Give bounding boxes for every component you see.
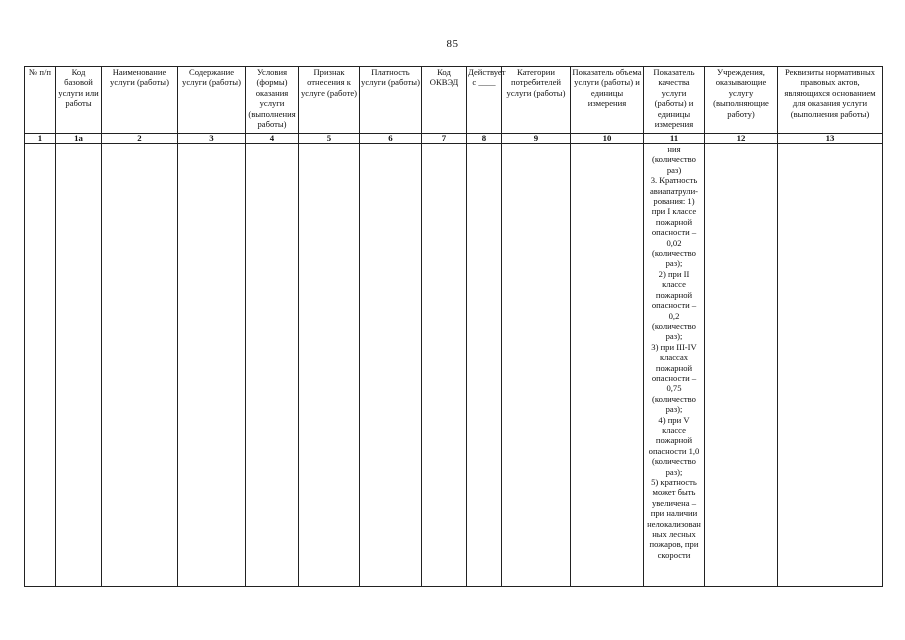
quality-indicator-line: скорости <box>657 549 691 560</box>
col-num: 9 <box>502 134 571 144</box>
table-cell <box>56 144 102 587</box>
table-cell <box>178 144 246 587</box>
col-head-quality-indicator: Показатель качества услуги (работы) и единицы измерения <box>644 67 705 134</box>
quality-indicator-line: пожарной <box>655 289 693 300</box>
col-head-institutions: Учреждения, оказывающие услугу (выполняющие работу) <box>705 67 778 134</box>
quality-indicator-line: пожаров, при <box>649 539 699 550</box>
col-num: 2 <box>102 134 178 144</box>
col-num: 13 <box>778 134 883 144</box>
quality-indicator-line: (количество <box>652 320 696 331</box>
col-head-consumers: Категории потребителей услуги (работы) <box>502 67 571 134</box>
col-head-valid-from: Действует с ____ <box>467 67 502 134</box>
table-cell <box>25 144 56 587</box>
quality-indicator-line: 3) при III-IV <box>651 341 697 352</box>
quality-indicator-line: (количество <box>652 248 696 259</box>
quality-indicator-line: раз); <box>665 466 683 477</box>
col-num: 6 <box>360 134 422 144</box>
column-number-row <box>25 134 883 144</box>
table-cell <box>778 144 883 587</box>
quality-indicator-line: опасности 1,0 <box>648 445 700 456</box>
quality-indicator-line: классах <box>659 352 689 363</box>
quality-indicator-line: авиапатрули- <box>649 185 699 196</box>
col-head-service-content: Содержание услуги (работы) <box>178 67 246 134</box>
col-head-attribute: Признак отнесения к услуге (работе) <box>299 67 360 134</box>
quality-indicator-line: раз) <box>666 164 682 175</box>
quality-indicator-line: раз); <box>665 331 683 342</box>
quality-indicator-line: 0,2 <box>668 310 680 321</box>
table-cell <box>705 144 778 587</box>
table-cell <box>502 144 571 587</box>
col-num: 12 <box>705 134 778 144</box>
quality-indicator-line: 4) при V <box>658 414 690 425</box>
quality-indicator-line: опасности – <box>651 372 697 383</box>
quality-indicator-line: опасности – <box>651 300 697 311</box>
col-num: 5 <box>299 134 360 144</box>
quality-indicator-line: опасности – <box>651 227 697 238</box>
quality-indicator-line: 5) кратность <box>651 477 697 487</box>
header-row <box>25 67 883 134</box>
quality-indicator-line: 3. Кратность <box>650 175 698 186</box>
quality-indicator-line: может быть <box>652 487 696 498</box>
quality-indicator-line: (количество <box>652 456 696 467</box>
quality-indicator-cell <box>644 144 705 587</box>
table-cell <box>299 144 360 587</box>
table-row <box>25 144 883 587</box>
quality-indicator-line: пожарной <box>655 362 693 373</box>
quality-indicator-line: 0,75 <box>666 383 682 394</box>
quality-indicator-line: ных лесных <box>652 529 696 540</box>
quality-indicator-line: 0,02 <box>666 237 682 248</box>
table-cell <box>422 144 467 587</box>
col-num: 4 <box>246 134 299 144</box>
col-head-okved: Код ОКВЭД <box>422 67 467 134</box>
col-num: 7 <box>422 134 467 144</box>
quality-indicator-line: (количество <box>652 154 696 165</box>
col-head-volume-indicator: Показатель объема услуги (работы) и единицы измерения <box>571 67 644 134</box>
table-cell <box>360 144 422 587</box>
quality-indicator-line: (количество <box>652 393 696 404</box>
table-cell <box>571 144 644 587</box>
col-head-base-code: Код базовой услуги или работы <box>56 67 102 134</box>
col-head-number: № п/п <box>25 67 56 134</box>
col-head-legal-acts: Реквизиты нормативных правовых актов, являющихся основанием для оказания услуги (выполнения работы) <box>778 67 883 134</box>
services-register-table <box>24 66 883 587</box>
table-cell <box>102 144 178 587</box>
col-num: 10 <box>571 134 644 144</box>
col-head-paid: Платность услуги (работы) <box>360 67 422 134</box>
quality-indicator-line: рования: 1) <box>653 196 695 207</box>
quality-indicator-line: нелокализован <box>647 518 701 529</box>
col-num: 1 <box>25 134 56 144</box>
quality-indicator-text <box>645 144 703 560</box>
col-num: 11 <box>644 134 705 144</box>
page-number: 85 <box>446 38 459 50</box>
col-head-conditions: Условия (формы) оказания услуги (выполнения работы) <box>246 67 299 134</box>
quality-indicator-line: ния <box>667 144 681 154</box>
table-cell <box>246 144 299 587</box>
col-num: 1а <box>56 134 102 144</box>
quality-indicator-line: классе <box>662 424 686 435</box>
quality-indicator-line: пожарной <box>655 435 693 446</box>
col-num: 3 <box>178 134 246 144</box>
col-head-service-name: Наименование услуги (работы) <box>102 67 178 134</box>
quality-indicator-line: увеличена – <box>651 497 696 508</box>
quality-indicator-line: при наличии <box>650 508 698 519</box>
quality-indicator-line: 2) при II <box>658 268 690 279</box>
table-cell <box>467 144 502 587</box>
quality-indicator-line: классе <box>662 279 686 290</box>
quality-indicator-line: раз); <box>665 404 683 415</box>
quality-indicator-line: раз); <box>665 258 683 269</box>
quality-indicator-line: пожарной <box>655 216 693 227</box>
col-num: 8 <box>467 134 502 144</box>
quality-indicator-line: при I классе <box>651 206 697 217</box>
